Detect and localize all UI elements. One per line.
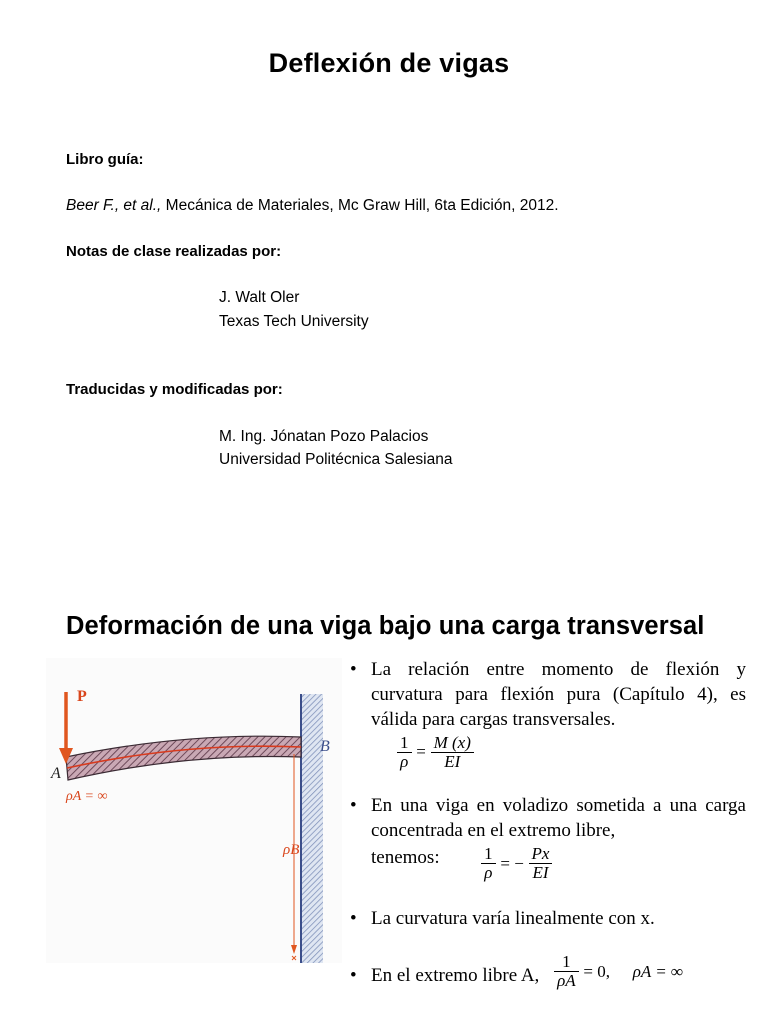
fraction (481, 845, 496, 882)
denominator: ρA (557, 971, 576, 990)
libro-reference-title: Mecánica de Materiales, Mc Graw Hill, 6ta Edición, 2012. (161, 197, 559, 214)
page-title: Deflexión de vigas (268, 48, 510, 78)
bullet-item (350, 953, 746, 990)
fraction (554, 953, 579, 990)
libro-label: Libro guía: (66, 151, 144, 168)
bullet-text: La relación entre momento de flexión y curvatura para flexión pura (Capítulo 4), es válida para cargas transversales. (371, 659, 746, 730)
radius-arrow-head (291, 945, 297, 954)
bullet-marker: • (350, 659, 357, 680)
equation-rho: ρA = ∞ (632, 962, 684, 981)
bullet-text-tail: tenemos: (371, 847, 440, 868)
denominator: ρ (484, 863, 493, 882)
cantilever-beam-diagram (46, 658, 342, 963)
bullet-marker: • (350, 795, 357, 816)
traducidas-institution: Universidad Politécnica Salesiana (219, 451, 453, 468)
denominator: EI (444, 752, 461, 771)
equation-value: = 0, (583, 962, 610, 981)
point-b-label: B (320, 738, 330, 755)
wall-hatch (301, 694, 323, 963)
equals-sign: = − (500, 854, 524, 873)
bullet-item (350, 906, 746, 931)
numerator: M (x) (431, 734, 474, 753)
rho-a-label: ρA = ∞ (66, 789, 108, 804)
denominator: EI (532, 863, 549, 882)
numerator: Px (529, 845, 553, 864)
fraction (431, 734, 474, 771)
bullet-item (350, 793, 746, 882)
bullet-text: La curvatura varía linealmente con x. (371, 908, 655, 929)
traducidas-author: M. Ing. Jónatan Pozo Palacios (219, 428, 429, 445)
section-title: Deformación de una viga bajo una carga transversal (66, 612, 705, 640)
notas-institution: Texas Tech University (219, 313, 369, 330)
numerator: 1 (554, 953, 579, 972)
libro-reference-authors: Beer F., et al., (66, 197, 162, 214)
beam-body (66, 736, 301, 780)
equation-line (371, 845, 746, 882)
beam-figure (46, 658, 342, 963)
bullet-text: En una viga en voladizo sometida a una carga concentrada en el extremo libre, (371, 795, 746, 841)
bullet-list (350, 657, 746, 990)
bullet-marker: • (350, 965, 357, 986)
bullet-marker: • (350, 908, 357, 929)
notas-label: Notas de clase realizadas por: (66, 243, 282, 260)
rho-b-label: ρB (283, 842, 300, 858)
traducidas-label: Traducidas y modificadas por: (66, 381, 283, 398)
denominator: ρ (400, 752, 409, 771)
numerator: 1 (397, 734, 412, 753)
point-a-label: A (51, 765, 61, 782)
fraction (397, 734, 412, 771)
fraction (529, 845, 553, 882)
load-label: P (77, 688, 87, 705)
libro-reference (66, 197, 559, 215)
equals-sign: = (416, 741, 426, 761)
numerator: 1 (481, 845, 496, 864)
notas-author: J. Walt Oler (219, 289, 300, 306)
bullet-item (350, 657, 746, 771)
bullet-text: En el extremo libre A, (371, 965, 540, 986)
equation (397, 734, 746, 771)
